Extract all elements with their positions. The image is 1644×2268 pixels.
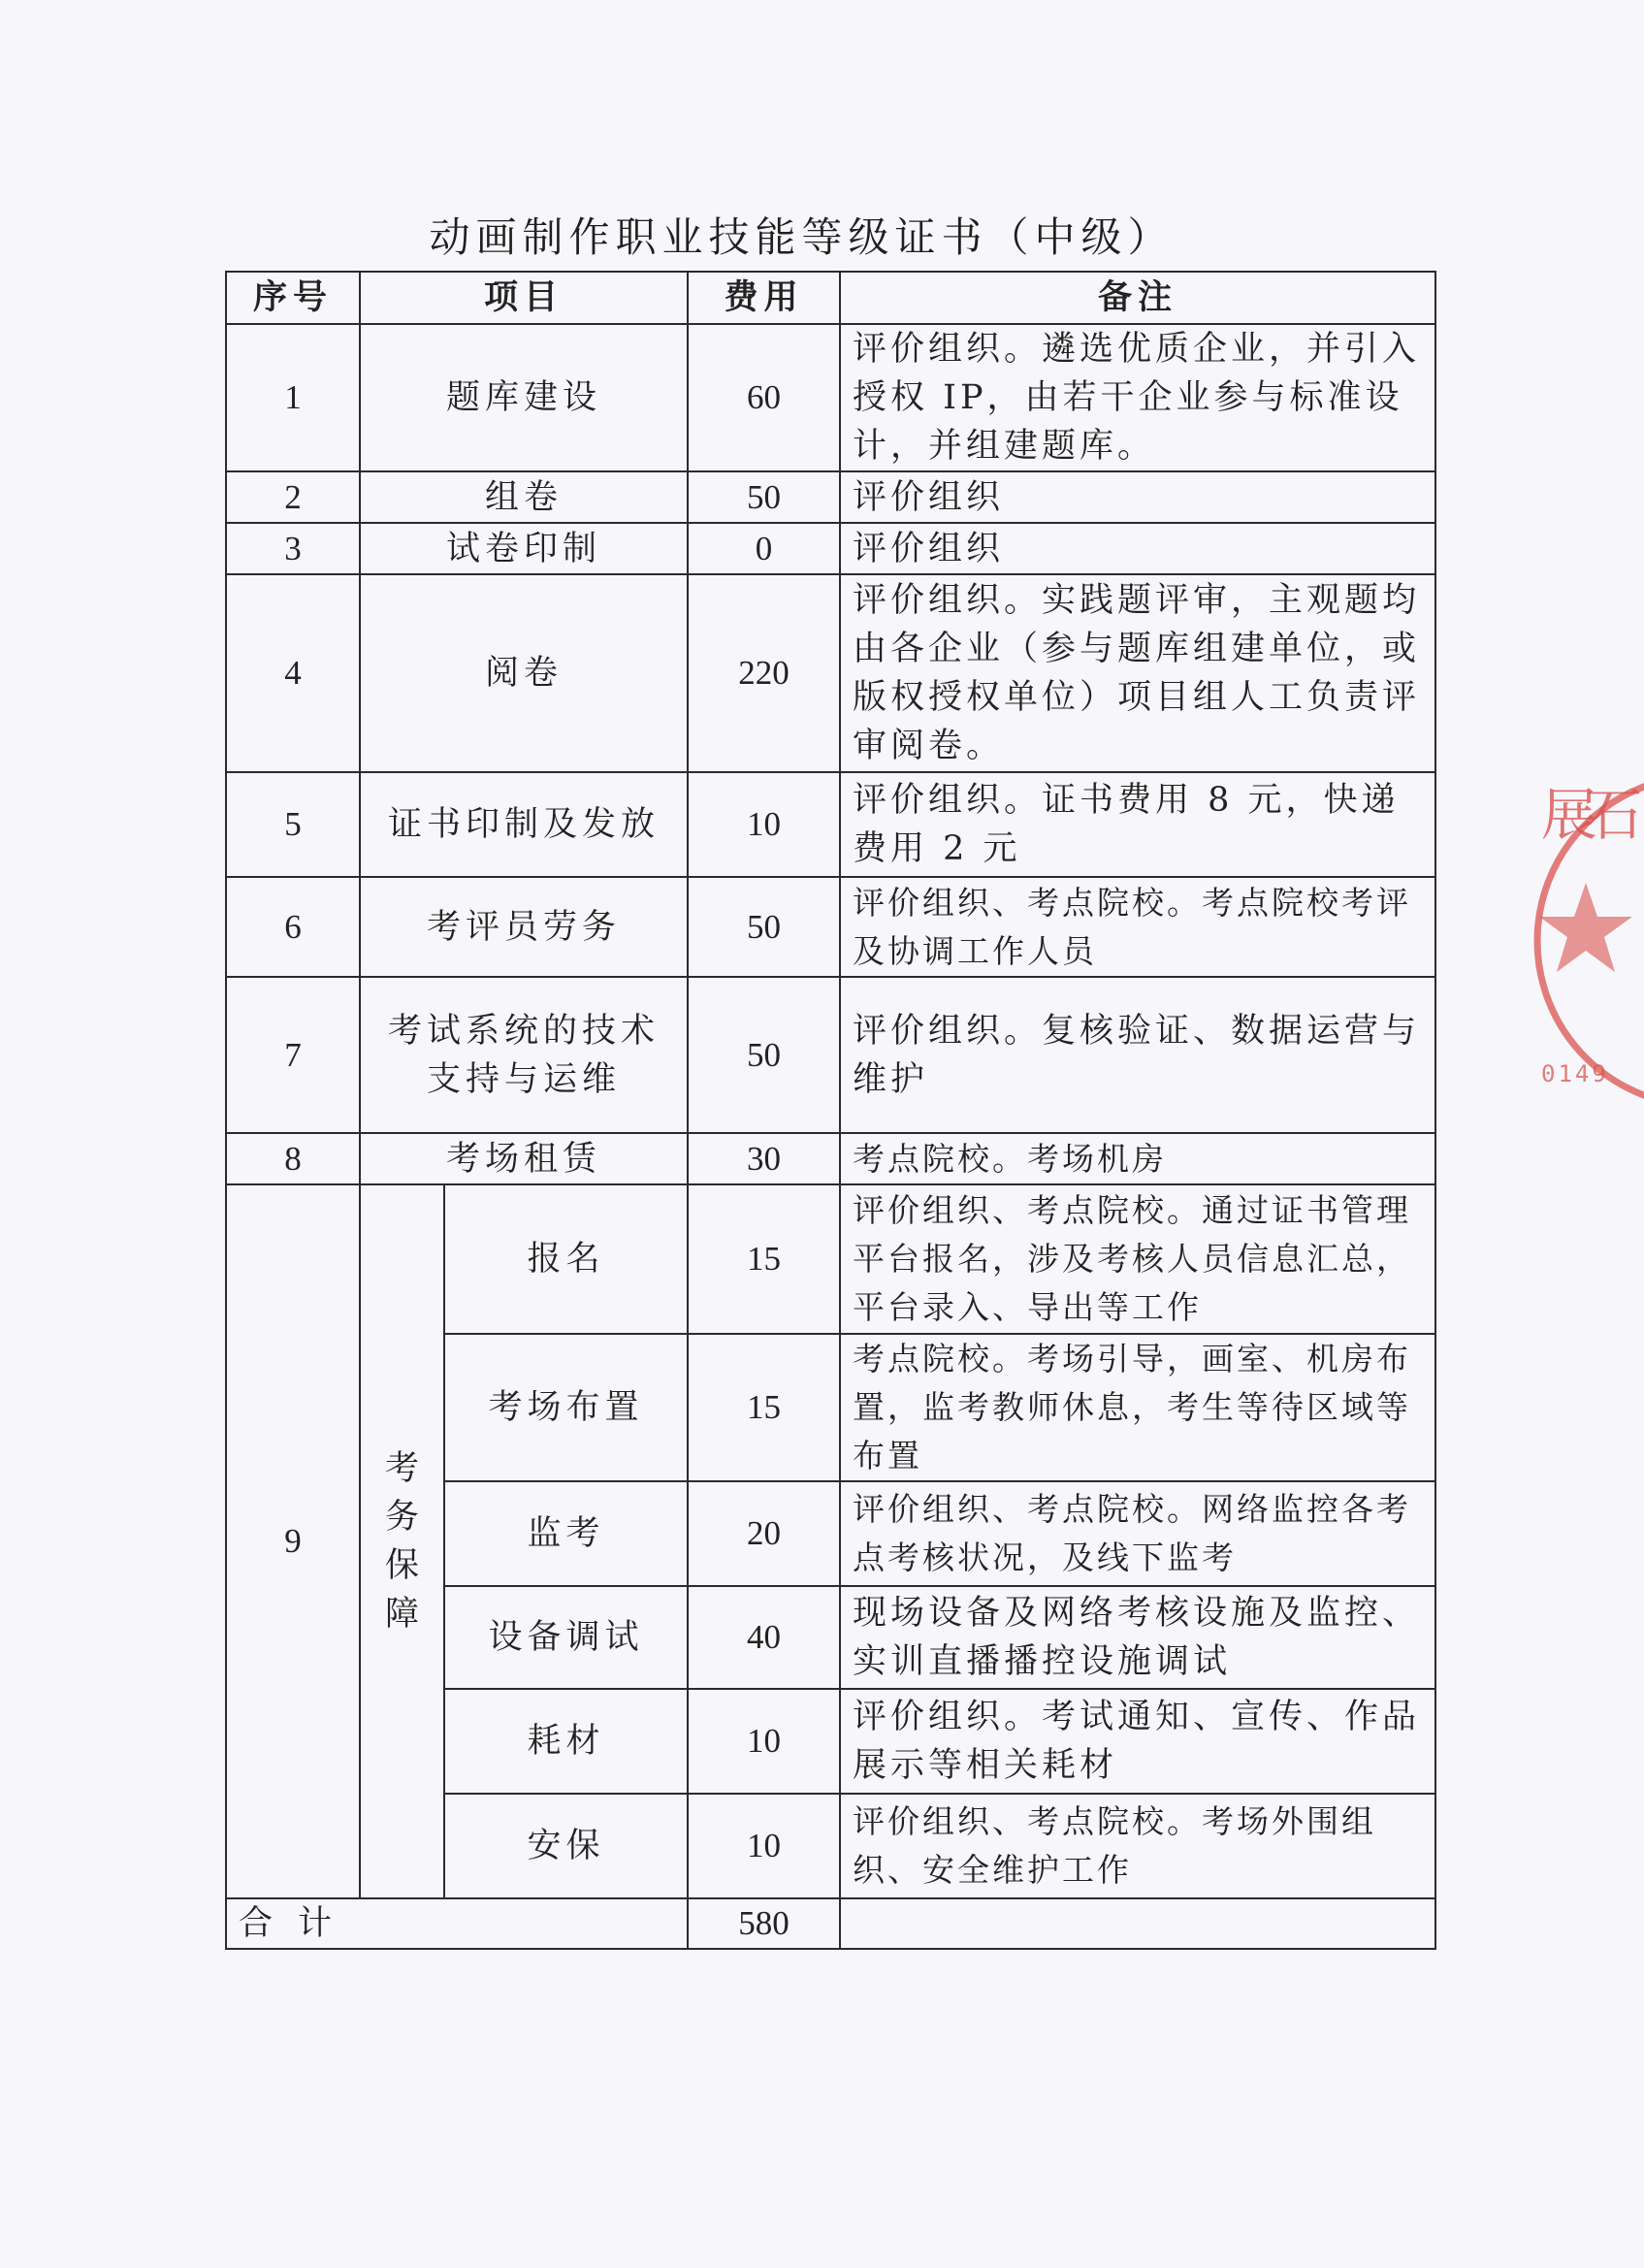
- table-row: [226, 574, 1435, 772]
- row-note: 评价组织: [840, 471, 1435, 523]
- seal-char2: 石: [1586, 782, 1643, 848]
- row-item-line2: 支持与运维: [427, 1059, 622, 1099]
- subrow-fee: 15: [688, 1334, 840, 1481]
- row-item: 证书印制及发放: [360, 772, 688, 877]
- header-fee: 费用: [688, 272, 840, 324]
- subrow-note: 评价组织。考试通知、宣传、作品展示等相关耗材: [840, 1689, 1435, 1794]
- subrow-note: 现场设备及网络考核设施及监控、实训直播播控设施调试: [840, 1586, 1435, 1689]
- seal-number: 0149: [1541, 1060, 1609, 1087]
- row-note: 评价组织、考点院校。考点院校考评及协调工作人员: [840, 877, 1435, 977]
- row-item: 考评员劳务: [360, 877, 688, 977]
- row-fee: 220: [688, 574, 840, 772]
- subrow-fee: 10: [688, 1689, 840, 1794]
- subrow-fee: 10: [688, 1794, 840, 1898]
- row-note: 评价组织: [840, 523, 1435, 574]
- row-fee: 30: [688, 1133, 840, 1184]
- row-item: 考场租赁: [360, 1133, 688, 1184]
- subrow-item: 报名: [444, 1184, 688, 1334]
- table-header-row: [226, 272, 1435, 324]
- group-category: [360, 1184, 444, 1898]
- row-item: 阅卷: [360, 574, 688, 772]
- group-category-char: 障: [384, 1595, 419, 1634]
- row-item-line1: 考试系统的技术: [388, 1011, 661, 1051]
- row-item: 试卷印制: [360, 523, 688, 574]
- header-seq: 序号: [226, 272, 360, 324]
- seal-graphic: [1528, 757, 1644, 1125]
- subrow-item: 耗材: [444, 1689, 688, 1794]
- row-fee: 50: [688, 471, 840, 523]
- row-fee: 60: [688, 324, 840, 471]
- row-item: [360, 977, 688, 1133]
- row-note: 评价组织。遴选优质企业，并引入授权 IP，由若干企业参与标准设计，并组建题库。: [840, 324, 1435, 471]
- subrow-fee: 40: [688, 1586, 840, 1689]
- page-title: 动画制作职业技能等级证书（中级）: [429, 213, 1175, 261]
- row-note: 考点院校。考场机房: [840, 1133, 1435, 1184]
- group-seq: 9: [226, 1184, 360, 1898]
- row-fee: 50: [688, 877, 840, 977]
- row-note: 评价组织。复核验证、数据运营与维护: [840, 977, 1435, 1133]
- row-seq: 7: [226, 977, 360, 1133]
- subrow-item: 监考: [444, 1481, 688, 1586]
- row-seq: 4: [226, 574, 360, 772]
- group-category-char: 务: [384, 1498, 419, 1537]
- table-row: [226, 1133, 1435, 1184]
- row-seq: 6: [226, 877, 360, 977]
- row-seq: 8: [226, 1133, 360, 1184]
- subrow-item: 考场布置: [444, 1334, 688, 1481]
- row-item: 组卷: [360, 471, 688, 523]
- table-row: [226, 523, 1435, 574]
- seal-char: 展: [1541, 782, 1598, 848]
- row-fee: 0: [688, 523, 840, 574]
- table-row: [226, 1184, 1435, 1334]
- subrow-item: 安保: [444, 1794, 688, 1898]
- row-seq: 1: [226, 324, 360, 471]
- table-row: [226, 772, 1435, 877]
- total-label: 合计: [226, 1898, 688, 1949]
- group-category-char: 考: [384, 1449, 419, 1488]
- total-row: [226, 1898, 1435, 1949]
- table-row: [226, 877, 1435, 977]
- row-fee: 50: [688, 977, 840, 1133]
- total-fee: 580: [688, 1898, 840, 1949]
- subrow-note: 评价组织、考点院校。网络监控各考点考核状况，及线下监考: [840, 1481, 1435, 1586]
- subrow-fee: 20: [688, 1481, 840, 1586]
- row-fee: 10: [688, 772, 840, 877]
- fee-table: [225, 271, 1436, 1950]
- table-row: [226, 324, 1435, 471]
- seal-star-icon: [1539, 883, 1632, 972]
- group-category-char: 保: [384, 1546, 419, 1585]
- table-row: [226, 471, 1435, 523]
- subrow-note: 考点院校。考场引导，画室、机房布置，监考教师休息，考生等待区域等布置: [840, 1334, 1435, 1481]
- row-note: 评价组织。证书费用 8 元，快递费用 2 元: [840, 772, 1435, 877]
- table-row: [226, 977, 1435, 1133]
- red-seal: [1528, 757, 1643, 1125]
- header-note: 备注: [840, 272, 1435, 324]
- row-seq: 5: [226, 772, 360, 877]
- row-seq: 3: [226, 523, 360, 574]
- subrow-note: 评价组织、考点院校。通过证书管理平台报名，涉及考核人员信息汇总，平台录入、导出等工作: [840, 1184, 1435, 1334]
- total-note: [840, 1898, 1435, 1949]
- row-item: 题库建设: [360, 324, 688, 471]
- subrow-item: 设备调试: [444, 1586, 688, 1689]
- subrow-note: 评价组织、考点院校。考场外围组织、安全维护工作: [840, 1794, 1435, 1898]
- header-item: 项目: [360, 272, 688, 324]
- row-note: 评价组织。实践题评审，主观题均由各企业（参与题库组建单位，或版权授权单位）项目组人工负责评审阅卷。: [840, 574, 1435, 772]
- row-seq: 2: [226, 471, 360, 523]
- subrow-fee: 15: [688, 1184, 840, 1334]
